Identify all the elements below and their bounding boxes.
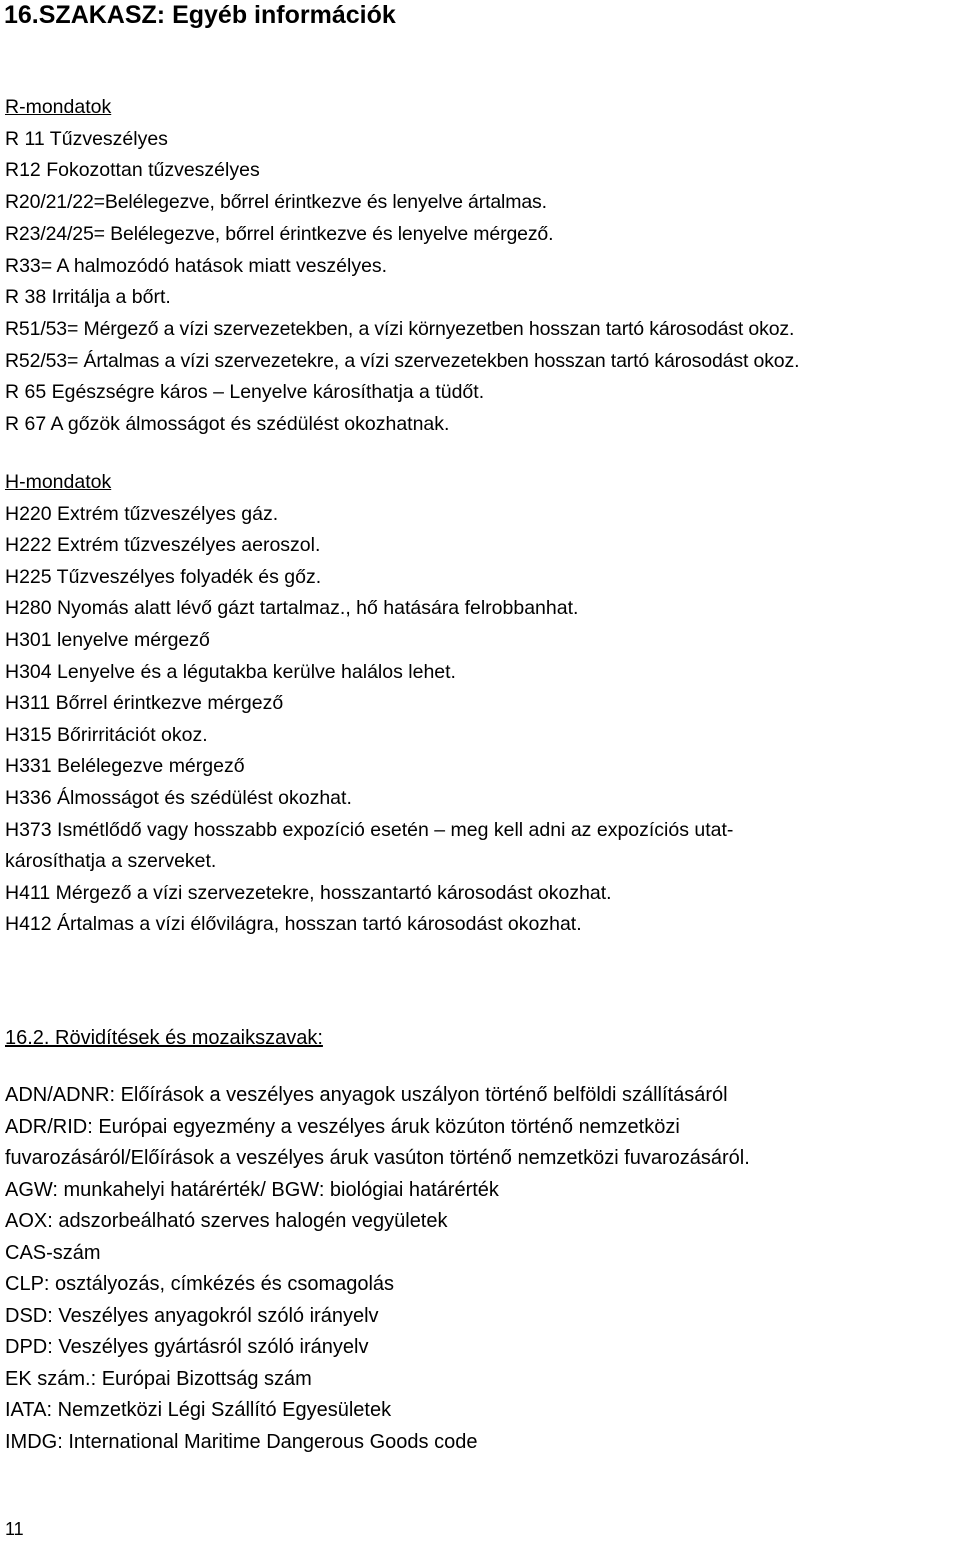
abbreviation-item: ADN/ADNR: Előírások a veszélyes anyagok uszályon történő belföldi szállításáról (5, 1084, 728, 1106)
r-statement: R20/21/22=Belélegezve, bőrrel érintkezve és lenyelve ártalmas. (5, 191, 547, 214)
abbreviations-section (5, 1080, 750, 1458)
abbreviation-item: AGW: munkahelyi határérték/ BGW: biológiai határérték (5, 1178, 499, 1201)
h-statement: H222 Extrém tűzveszélyes aeroszol. (5, 534, 321, 557)
abbreviation-item: fuvarozásáról/Előírások a veszélyes áruk vasúton történő nemzetközi fuvarozásáról. (5, 1147, 750, 1169)
r-statements-section (5, 92, 799, 441)
r-statement: R 67 A gőzök álmosságot és szédülést okozhatnak. (5, 413, 450, 436)
r-statement: R33= A halmozódó hatások miatt veszélyes. (5, 254, 388, 277)
r-statement: R 38 Irritálja a bőrt. (5, 286, 171, 309)
abbreviation-item: EK szám.: Európai Bizottság szám (5, 1367, 312, 1390)
h-statement: H336 Álmosságot és szédülést okozhat. (5, 786, 352, 809)
abbreviation-item: CAS-szám (5, 1241, 101, 1264)
h-statement: H311 Bőrrel érintkezve mérgező (5, 692, 284, 715)
r-statements-heading: R-mondatok (5, 96, 112, 118)
h-statement: H225 Tűzveszélyes folyadék és gőz. (5, 565, 322, 588)
r-statement: R 11 Tűzveszélyes (5, 127, 168, 150)
h-statement: H331 Belélegezve mérgező (5, 755, 245, 778)
abbreviation-item: CLP: osztályozás, címkézés és csomagolás (5, 1273, 395, 1295)
h-statement: H373 Ismétlődő vagy hosszabb expozíció esetén – meg kell adni az expozíciós utat- (5, 818, 734, 841)
h-statement: H315 Bőrirritációt okoz. (5, 723, 208, 746)
r-statement: R12 Fokozottan tűzveszélyes (5, 159, 260, 182)
abbreviation-item: AOX: adszorbeálható szerves halogén vegyületek (5, 1210, 448, 1232)
r-statement: R23/24/25= Belélegezve, bőrrel érintkezve és lenyelve mérgező. (5, 222, 554, 245)
h-statement: H280 Nyomás alatt lévő gázt tartalmaz., hő hatására felrobbanhat. (5, 597, 579, 620)
page-number: 11 (5, 1519, 24, 1539)
h-statement: H411 Mérgező a vízi szervezetekre, hosszantartó károsodást okozhat. (5, 881, 612, 904)
section-title: 16.SZAKASZ: Egyéb információk (4, 1, 396, 29)
h-statement: károsíthatja a szerveket. (5, 850, 217, 873)
abbreviation-item: DPD: Veszélyes gyártásról szóló irányelv (5, 1336, 369, 1358)
abbreviation-item: IMDG: International Maritime Dangerous Goods code (5, 1430, 478, 1453)
abbreviation-item: IATA: Nemzetközi Légi Szállító Egyesületek (5, 1399, 392, 1421)
h-statements-section (5, 467, 733, 941)
h-statement: H301 lenyelve mérgező (5, 628, 210, 651)
r-statement: R51/53= Mérgező a vízi szervezetekben, a vízi környezetben hosszan tartó károsodást okoz. (5, 317, 795, 340)
h-statement: H412 Ártalmas a vízi élővilágra, hosszan tartó károsodást okozhat. (5, 913, 582, 936)
r-statement: R52/53= Ártalmas a vízi szervezetekre, a vízi szervezetekben hosszan tartó károsodást okoz. (5, 349, 800, 372)
abbreviations-heading: 16.2. Rövidítések és mozaikszavak: (5, 1027, 323, 1049)
h-statement: H304 Lenyelve és a légutakba kerülve halálos lehet. (5, 660, 456, 683)
abbreviation-item: DSD: Veszélyes anyagokról szóló irányelv (5, 1304, 379, 1327)
abbreviation-item: ADR/RID: Európai egyezmény a veszélyes áruk közúton történő nemzetközi (5, 1115, 680, 1138)
h-statements-heading: H-mondatok (5, 471, 112, 493)
h-statement: H220 Extrém tűzveszélyes gáz. (5, 502, 279, 525)
r-statement: R 65 Egészségre káros – Lenyelve károsíthatja a tüdőt. (5, 381, 485, 404)
